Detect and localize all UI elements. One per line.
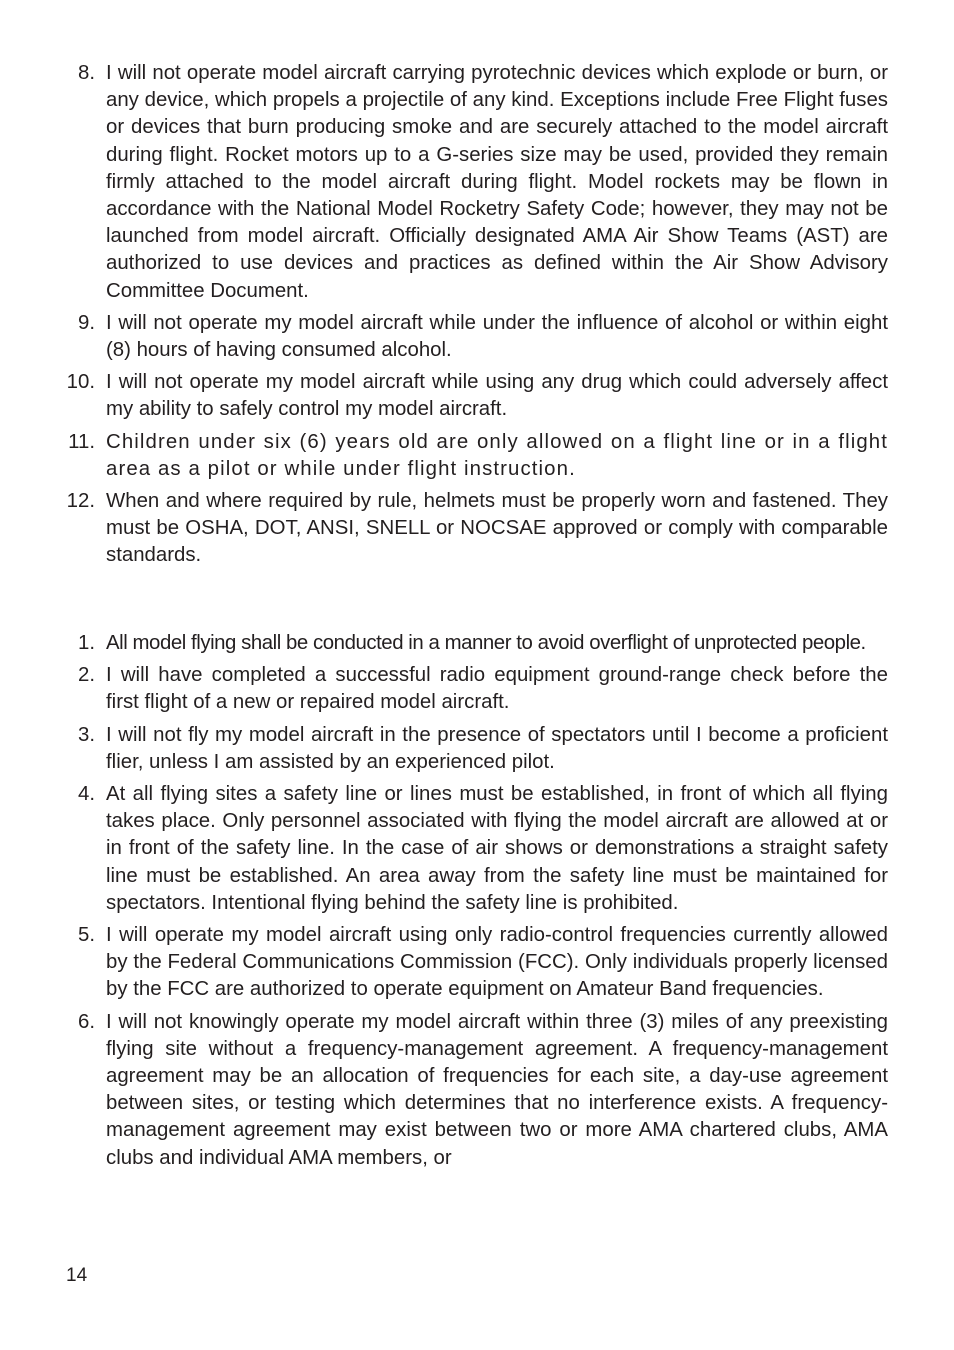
rule-item-4 (0, 781, 888, 917)
rule-item-2 (0, 662, 888, 716)
rule-number: 5. (77, 924, 95, 947)
page-number: 14 (66, 1265, 88, 1286)
rule-text: All model flying shall be conducted in a manner to avoid overflight of unprotected people. (106, 632, 866, 654)
rule-number: 9. (77, 311, 95, 334)
rule-text: I will not fly my model aircraft in the presence of spectators until I become a proficient flier, unless I am assisted by an experienced pilot. (106, 723, 888, 773)
rule-item-1 (0, 630, 888, 657)
rule-text: Children under six (6) years old are only allowed on a flight line or in a flight area as a pilot or while under flight instruction. (106, 430, 888, 480)
rule-number: 10. (66, 371, 95, 394)
rule-item-6 (0, 1009, 888, 1172)
rule-item-9 (0, 310, 888, 364)
rule-text: When and where required by rule, helmets must be properly worn and fastened. They must be OSHA, DOT, ANSI, SNELL or NOCSAE approved or comply with comparable standards. (106, 490, 888, 567)
rule-text: I will operate my model aircraft using only radio-control frequencies currently allowed by the Federal Communications Commission (FCC). Only individuals properly licensed by the FCC are authorized to operate equipment on Amateur Band frequencies. (106, 924, 888, 1001)
rule-item-3 (0, 722, 888, 776)
rule-number: 1. (77, 632, 95, 654)
rule-text: I will have completed a successful radio equipment ground-range check before the first flight of a new or repaired model aircraft. (106, 664, 888, 714)
rule-item-10 (0, 369, 888, 423)
rule-number: 3. (77, 723, 95, 746)
rule-text: I will not knowingly operate my model aircraft within three (3) miles of any preexisting flying site without a frequency-management agreement. A frequency-management agreement may be an allocation of frequencies for each site, a day-use agreement between sites, or testing which determines that no interference exists. A frequency-management agreement may exist between two or more AMA chartered clubs, AMA clubs and individual AMA members, or (106, 1010, 888, 1169)
radio-control-rules-list (0, 630, 954, 1177)
rule-item-5 (0, 922, 888, 1004)
rule-text: I will not operate my model aircraft while under the influence of alcohol or within eight (8) hours of having consumed alcohol. (106, 311, 888, 362)
rule-text: I will not operate model aircraft carrying pyrotechnic devices which explode or burn, or any device, which propels a projectile of any kind. Exceptions include Free Flight fuses or devices that burn producing smoke and are securely attached to the model aircraft during flight. Rocket motors up to a G-series size may be used, provided they remain firmly attached to the model aircraft during flight. Model rockets may be flown in accordance with the National Model Rocketry Safety Code; however, they may not be launched from model aircraft. Officially designated AMA Air Show Teams (AST) are authorized to use devices and practices as defined within the Air Show Advisory Committee Document. (106, 62, 888, 302)
rule-item-8 (0, 60, 888, 305)
rule-item-12 (0, 488, 888, 570)
rule-number: 2. (77, 664, 95, 687)
rule-text: I will not operate my model aircraft while using any drug which could adversely affect my ability to safely control my model aircraft. (106, 371, 888, 421)
rule-number: 6. (77, 1010, 95, 1033)
rule-item-11 (0, 429, 888, 483)
rule-number: 8. (77, 62, 95, 84)
rule-text: At all flying sites a safety line or lines must be established, in front of which all flying takes place. Only personnel associated with flying the model aircraft are allowed at or in front of the safety line. In the case of air shows or demonstrations a straight safety line must be established. An area away from the safety line must be maintained for spectators. Intentional flying behind the safety line is prohibited. (106, 783, 888, 914)
rule-number: 11. (68, 430, 95, 453)
rule-number: 12. (66, 490, 95, 513)
safety-rules-list-continued (0, 60, 954, 575)
rule-number: 4. (77, 783, 95, 806)
